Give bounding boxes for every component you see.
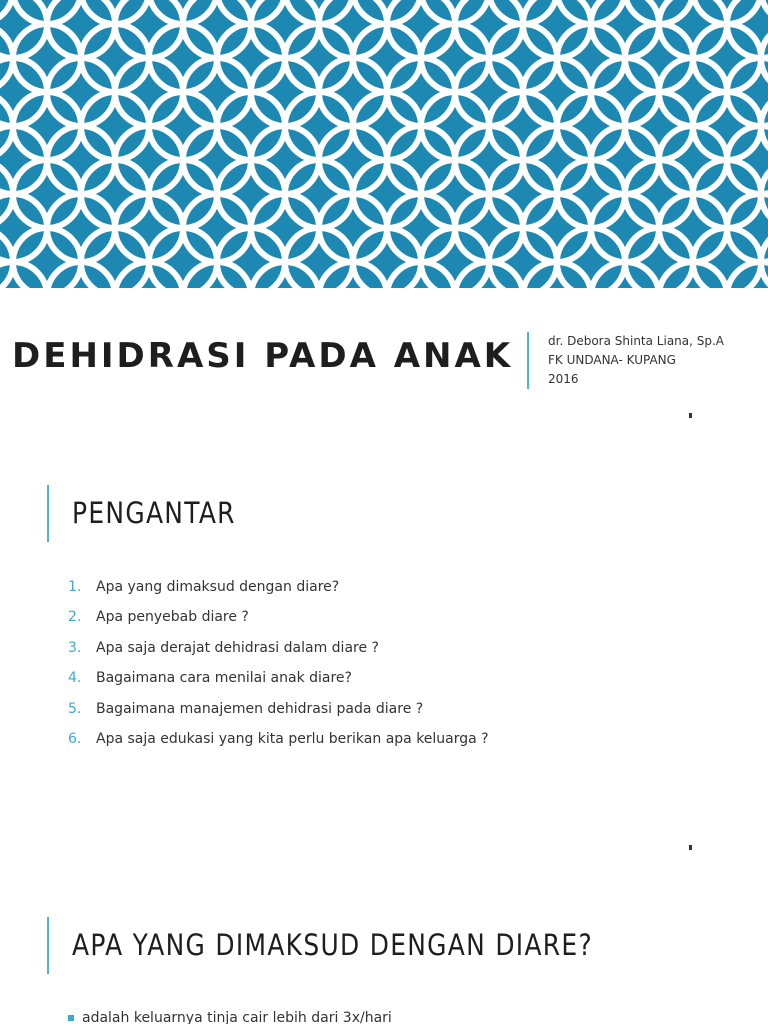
list-item: 4. Bagaimana cara menilai anak diare? — [68, 670, 352, 687]
intro-slide — [0, 430, 768, 862]
author-name: dr. Debora Shinta Liana, Sp.A — [548, 334, 725, 348]
page-mark — [689, 413, 692, 418]
list-item: adalah keluarnya tinja cair lebih dari 3x/hari — [68, 1008, 392, 1024]
section-title: APA YANG DIMAKSUD DENGAN DIARE? — [72, 928, 593, 962]
list-item: 2. Apa penyebab diare ? — [68, 609, 249, 626]
definition-slide — [0, 862, 768, 1024]
title-slide — [0, 0, 768, 430]
list-item: 6. Apa saja edukasi yang kita perlu berikan apa keluarga ? — [68, 730, 489, 747]
accent-bar — [47, 917, 49, 974]
list-item: 5. Bagaimana manajemen dehidrasi pada diare ? — [68, 700, 424, 717]
author-info — [548, 332, 724, 389]
question-list — [68, 577, 489, 759]
presentation-title: DEHIDRASI PADA ANAK — [12, 336, 514, 376]
author-year: 2016 — [548, 372, 579, 386]
geometric-pattern-banner — [0, 0, 768, 288]
section-title: PENGANTAR — [72, 496, 236, 530]
list-item: 1. Apa yang dimaksud dengan diare? — [68, 579, 340, 595]
list-item: 3. Apa saja derajat dehidrasi dalam diare ? — [68, 639, 379, 656]
accent-divider — [527, 332, 529, 389]
accent-bar — [47, 485, 49, 542]
definition-bullets — [68, 1008, 392, 1024]
bullet-square-icon — [68, 1015, 74, 1021]
author-institution: FK UNDANA- KUPANG — [548, 353, 676, 367]
page-mark — [689, 845, 692, 850]
